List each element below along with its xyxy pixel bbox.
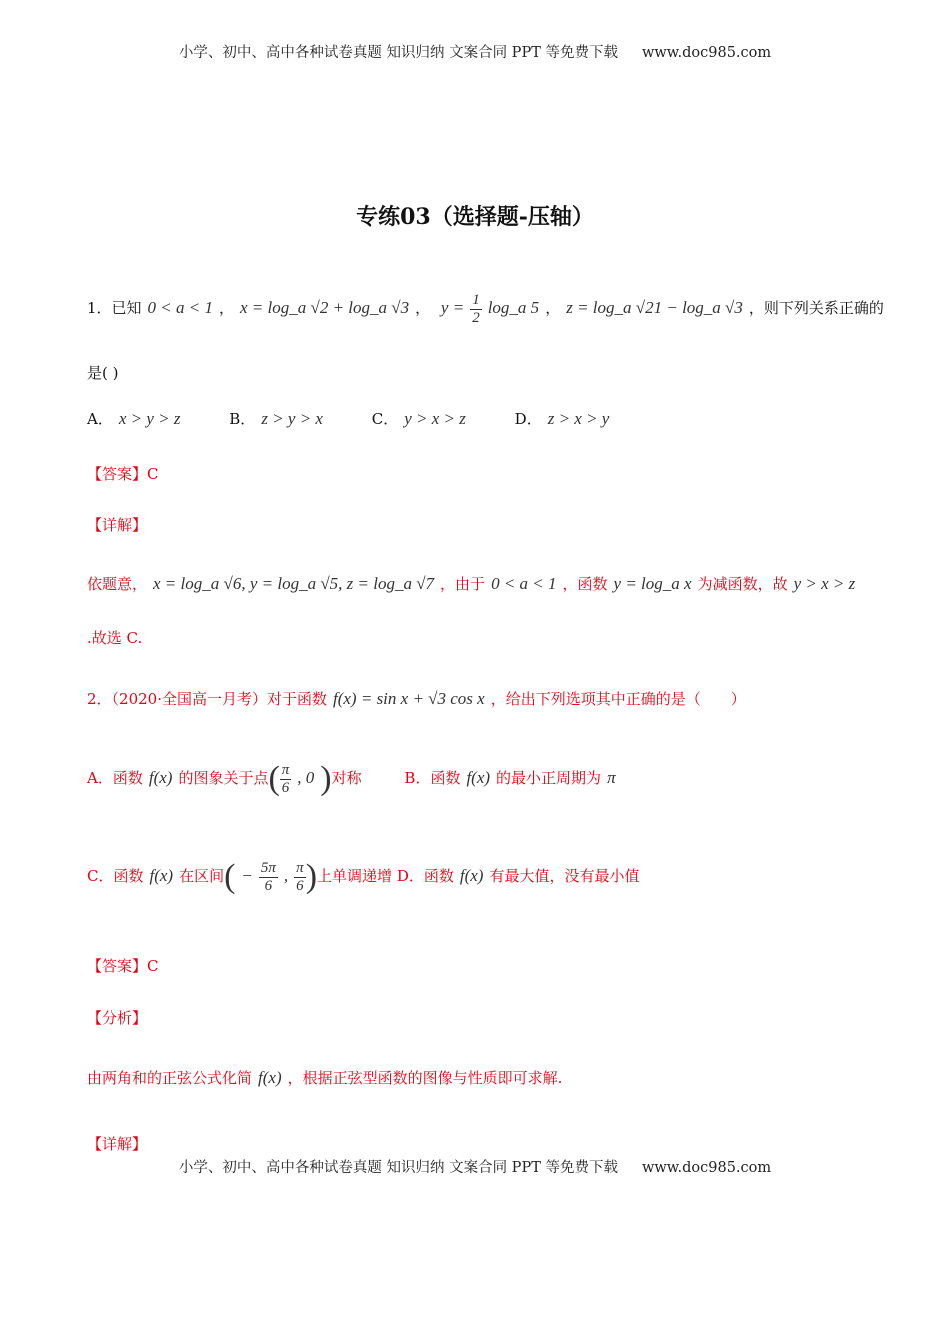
q1-stem: 1．已知 0 < a < 1 ， x = log_a √2 + log_a √3 ， y = $\frac{1}{2}$ log_a 5 ， z = log_a √21 − log_a √3 ，则下列关系正确的 xyxy=(87,292,884,326)
option-a[interactable]: A．函数 f(x) 的图象关于点( $\frac{\pi}{6}$ , 0 )对称 xyxy=(87,760,362,797)
q1-detail-label: 【详解】 xyxy=(87,516,148,534)
footer-url[interactable]: www.doc985.com xyxy=(641,1160,772,1176)
q2-analysis: 由两角和的正弦公式化简 f(x) ，根据正弦型函数的图像与性质即可求解. xyxy=(87,1068,563,1087)
option-c[interactable]: C．函数 f(x) 在区间( − $\frac{5\pi}{6}$ , $\frac{\pi}{6}$ )上单调递增 xyxy=(87,858,393,895)
q1-answer: 【答案】C xyxy=(87,465,159,483)
q1-detail-line2: .故选 C. xyxy=(87,629,143,647)
header-url[interactable]: www.doc985.com xyxy=(641,45,772,61)
option-b[interactable]: B．函数 f(x) 的最小正周期为 π xyxy=(404,768,616,787)
footer-text: 小学、初中、高中各种试卷真题 知识归纳 文案合同 PPT 等免费下载 xyxy=(178,1160,618,1176)
option-c[interactable]: C． y > x > z xyxy=(371,409,466,428)
page-header xyxy=(0,41,950,62)
q2-detail-label: 【详解】 xyxy=(87,1135,148,1153)
option-b[interactable]: B． z > y > x xyxy=(229,409,323,428)
q2-options-ab xyxy=(87,760,622,798)
q1-detail: 依题意， x = log_a √6, y = log_a √5, z = log_a √7 ，由于 0 < a < 1 ，函数 y = log_a x 为减函数，故 y > x > z xyxy=(87,574,856,593)
q2-answer: 【答案】C xyxy=(87,957,159,975)
q2-analysis-label: 【分析】 xyxy=(87,1009,148,1027)
page-footer xyxy=(0,1156,950,1177)
option-a[interactable]: A． x > y > z xyxy=(87,409,181,428)
q2-options-cd xyxy=(87,858,639,896)
q2-stem: 2．（2020·全国高一月考）对于函数 f(x) = sin x + √3 cos x ，给出下列选项其中正确的是（ ） xyxy=(87,689,746,708)
header-text: 小学、初中、高中各种试卷真题 知识归纳 文案合同 PPT 等免费下载 xyxy=(178,45,618,61)
q1-stem-line2: 是( ) xyxy=(87,364,119,382)
option-d[interactable]: D． z > x > y xyxy=(514,409,610,428)
option-d[interactable]: D．函数 f(x) 有最大值，没有最小值 xyxy=(396,866,640,885)
page-title: 专练03（选择题-压轴） xyxy=(356,204,594,230)
q1-options xyxy=(87,408,615,429)
